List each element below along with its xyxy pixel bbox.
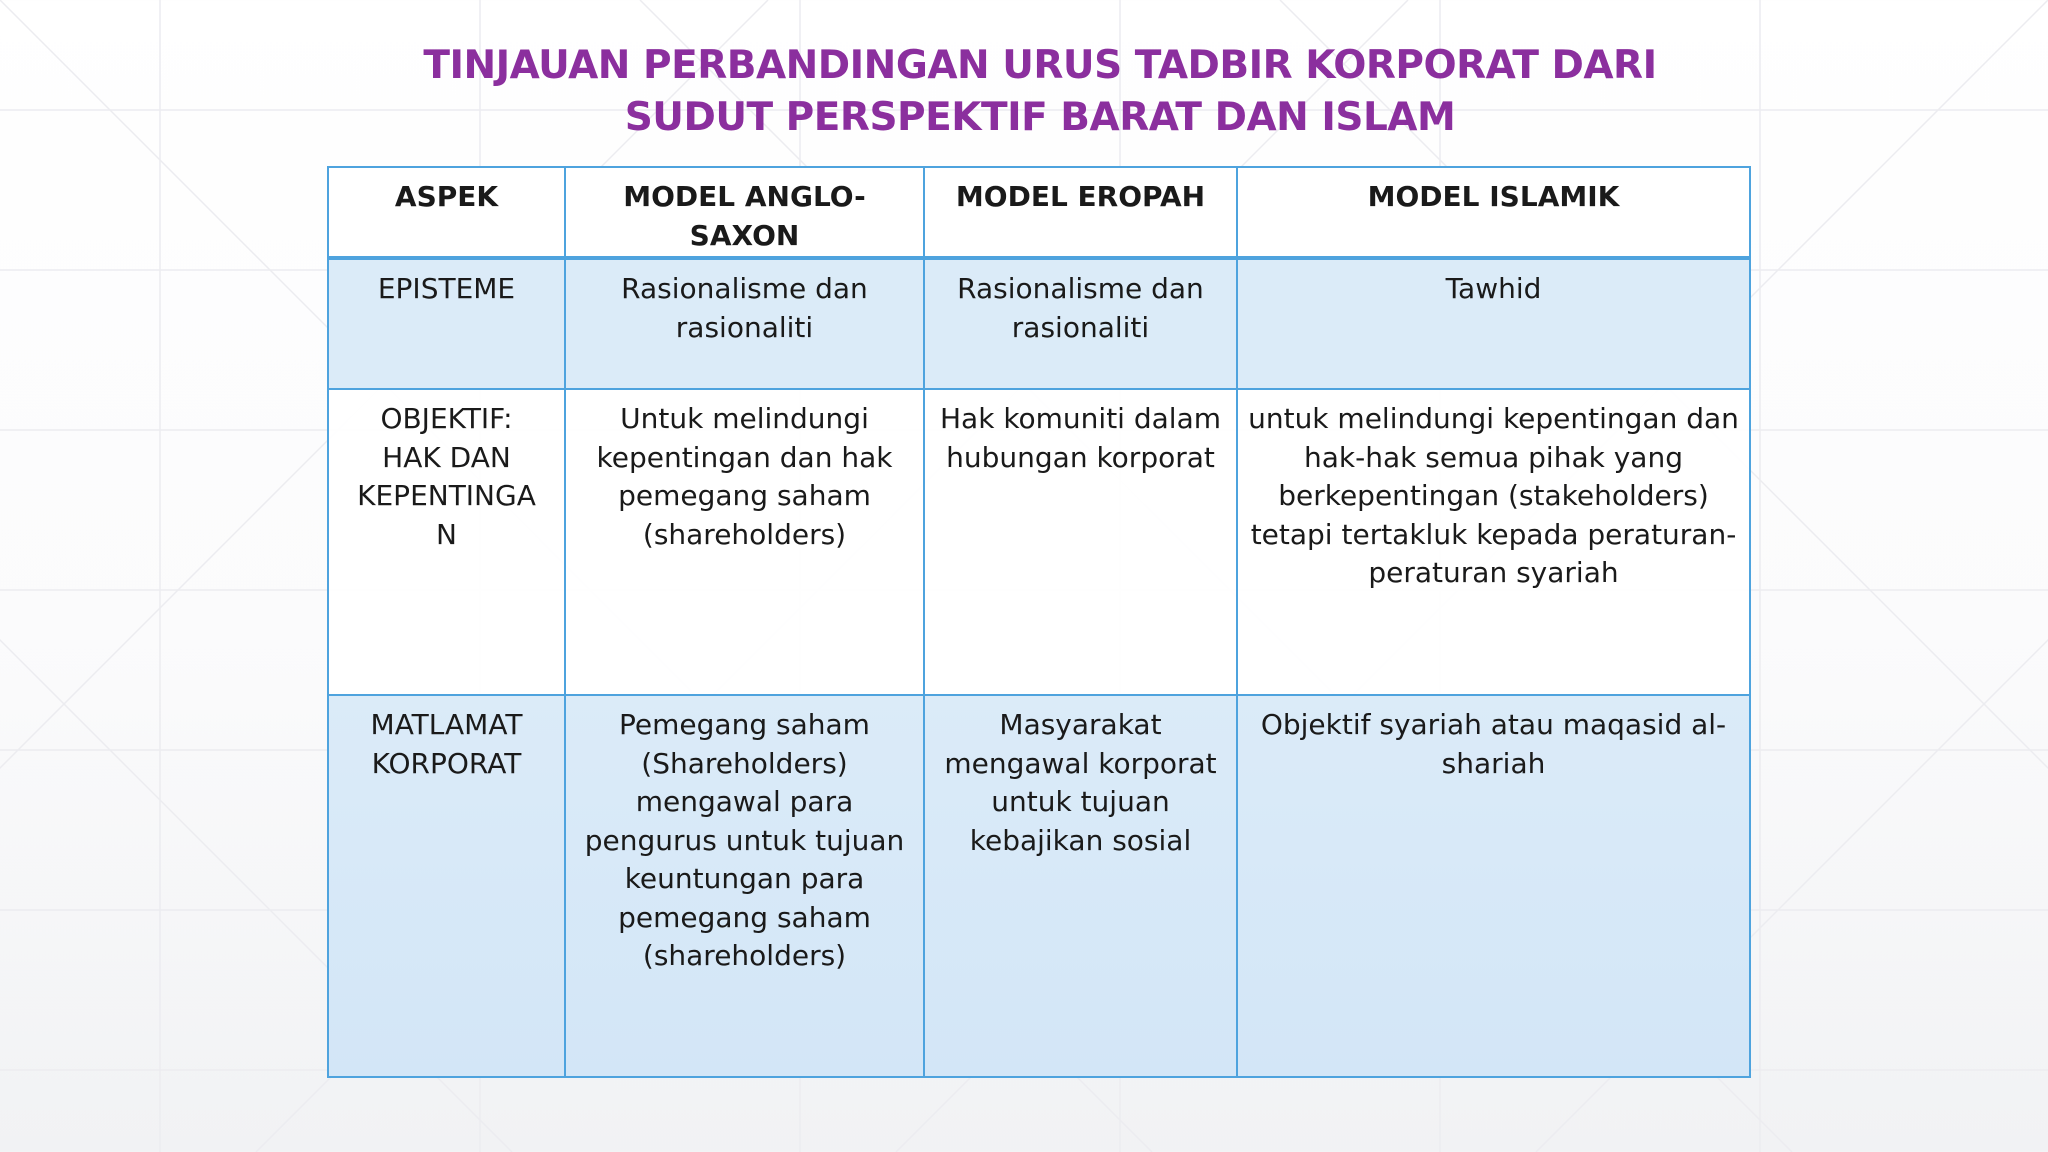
cell-episteme-islamik: Tawhid <box>1237 258 1750 389</box>
header-row <box>328 167 1750 258</box>
comparison-table <box>327 166 1751 1078</box>
title-line-1: TINJAUAN PERBANDINGAN URUS TADBIR KORPORAT DARI <box>423 43 1657 88</box>
cell-objektif-aspek: OBJEKTIF: HAK DAN KEPENTINGA N <box>328 389 565 695</box>
cell-objektif-islamik: untuk melindungi kepentingan dan hak-hak semua pihak yang berkepentingan (stakeholders) tetapi tertakluk kepada peraturan- peraturan syariah <box>1237 389 1750 695</box>
cell-objektif-eropah: Hak komuniti dalam hubungan korporat <box>924 389 1237 695</box>
cell-episteme-anglo: Rasionalisme dan rasionaliti <box>565 258 924 389</box>
cell-matlamat-anglo: Pemegang saham (Shareholders) mengawal para pengurus untuk tujuan keuntungan para pemegang saham (shareholders) <box>565 695 924 1077</box>
table-row-episteme <box>328 258 1750 389</box>
page-title <box>0 40 2048 144</box>
header-aspek: ASPEK <box>328 167 565 258</box>
header-model-eropah: MODEL EROPAH <box>924 167 1237 258</box>
cell-episteme-aspek: EPISTEME <box>328 258 565 389</box>
cell-episteme-eropah: Rasionalisme dan rasionaliti <box>924 258 1237 389</box>
table-row-matlamat <box>328 695 1750 1077</box>
cell-matlamat-eropah: Masyarakat mengawal korporat untuk tujuan kebajikan sosial <box>924 695 1237 1077</box>
title-line-2: SUDUT PERSPEKTIF BARAT DAN ISLAM <box>624 95 1456 140</box>
header-model-anglo-saxon: MODEL ANGLO- SAXON <box>565 167 924 258</box>
table-row-objektif <box>328 389 1750 695</box>
cell-objektif-anglo: Untuk melindungi kepentingan dan hak pemegang saham (shareholders) <box>565 389 924 695</box>
cell-matlamat-aspek: MATLAMAT KORPORAT <box>328 695 565 1077</box>
header-model-islamik: MODEL ISLAMIK <box>1237 167 1750 258</box>
cell-matlamat-islamik: Objektif syariah atau maqasid al- shariah <box>1237 695 1750 1077</box>
